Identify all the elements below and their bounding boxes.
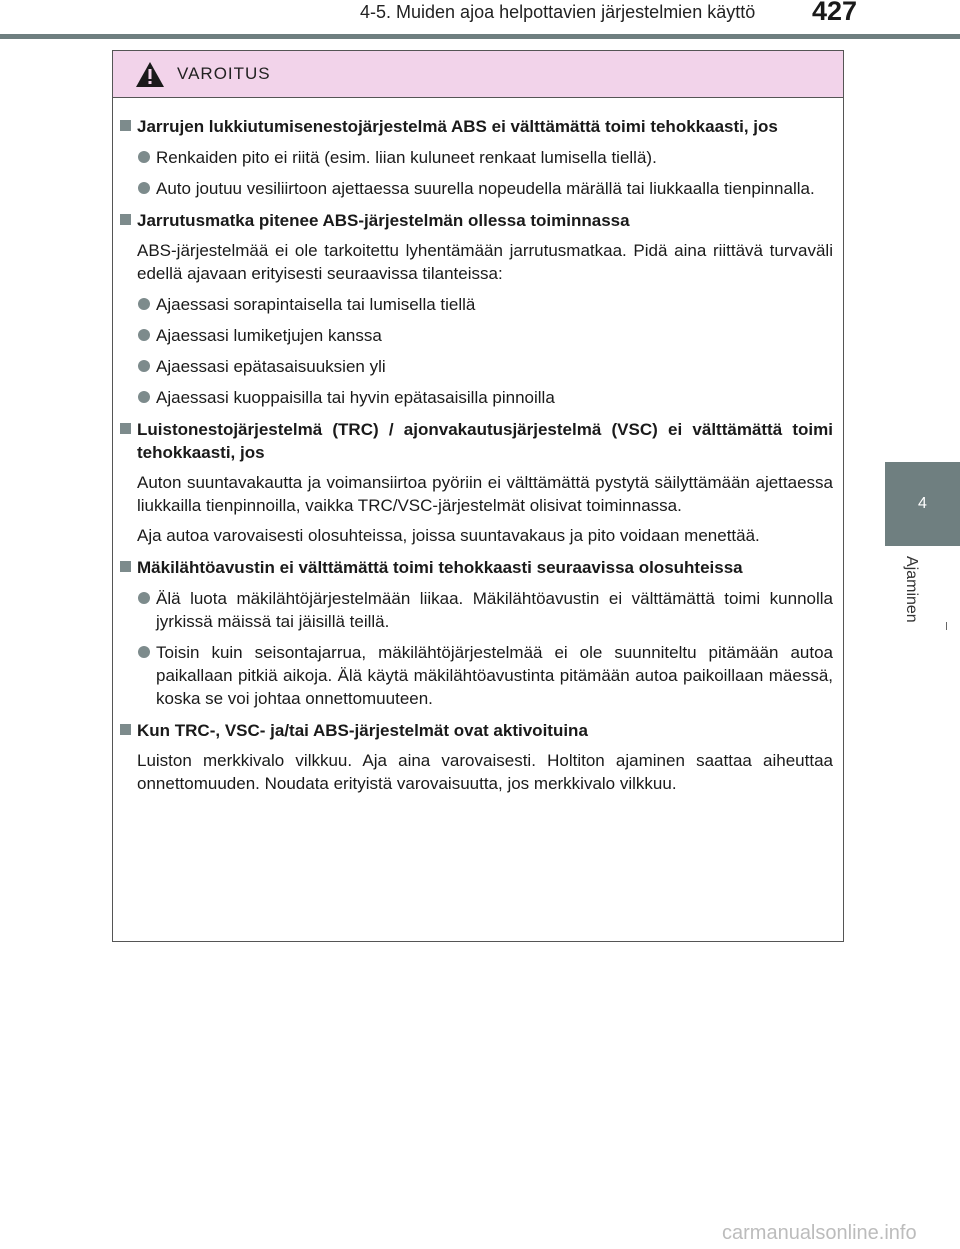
bullet-item: [120, 355, 833, 378]
round-bullet-icon: [138, 391, 150, 403]
round-bullet-icon: [138, 151, 150, 163]
section-heading: [120, 115, 833, 138]
section-heading-text: Jarrutusmatka pitenee ABS-järjestelmän ollessa toiminnassa: [137, 211, 630, 230]
chapter-label: Ajaminen: [903, 556, 920, 623]
section-heading: [120, 719, 833, 742]
warning-section: [120, 209, 833, 409]
chapter-number: 4: [918, 495, 927, 512]
bullet-item: [120, 587, 833, 633]
warning-triangle-icon: [135, 61, 165, 88]
bullet-text: Renkaiden pito ei riitä (esim. liian kuluneet renkaat lumisella tiellä).: [156, 148, 657, 167]
section-heading: [120, 556, 833, 579]
warning-title: VAROITUS: [177, 64, 271, 83]
section-heading: [120, 209, 833, 232]
warning-section: [120, 115, 833, 200]
bullet-item: [120, 293, 833, 316]
bullet-text: Älä luota mäkilähtöjärjestelmään liikaa. Mäkilähtöavustin ei välttämättä toimi kunnolla jyrkissä mäissä tai jäisillä teillä.: [156, 589, 833, 631]
bullet-text: Ajaessasi lumiketjujen kanssa: [156, 326, 382, 345]
warning-section: [120, 556, 833, 710]
square-bullet-icon: [120, 561, 131, 572]
section-paragraph: Luiston merkkivalo vilkkuu. Aja aina varovaisesti. Holtiton ajaminen saattaa aiheuttaa onnettomuuden. Noudata erityistä varovaisuutta, jos merkkivalo vilkkuu.: [137, 751, 833, 793]
round-bullet-icon: [138, 646, 150, 658]
site-watermark: carmanualsonline.info: [722, 1222, 917, 1244]
bullet-item: [120, 177, 833, 200]
square-bullet-icon: [120, 423, 131, 434]
square-bullet-icon: [120, 724, 131, 735]
square-bullet-icon: [120, 214, 131, 225]
bullet-text: Ajaessasi sorapintaisella tai lumisella tiellä: [156, 295, 476, 314]
warning-header: [113, 51, 843, 98]
page-number: 427: [812, 0, 858, 26]
square-bullet-icon: [120, 120, 131, 131]
header-rule: [0, 34, 960, 39]
bullet-item: [120, 641, 833, 710]
bullet-item: [120, 386, 833, 409]
bullet-item: [120, 146, 833, 169]
section-heading-text: Mäkilähtöavustin ei välttämättä toimi tehokkaasti seuraavissa olosuhteissa: [137, 558, 743, 577]
bullet-item: [120, 324, 833, 347]
section-title: 4-5. Muiden ajoa helpottavien järjestelmien käyttö: [360, 2, 756, 22]
section-paragraph: ABS-järjestelmää ei ole tarkoitettu lyhentämään jarrutusmatkaa. Pidä aina riittävä turvaväli edellä ajavaan erityisesti seuraavissa tilanteissa:: [137, 241, 833, 283]
round-bullet-icon: [138, 592, 150, 604]
bullet-text: Ajaessasi kuoppaisilla tai hyvin epätasaisilla pinnoilla: [156, 388, 555, 407]
bullet-text: Auto joutuu vesiliirtoon ajettaessa suurella nopeudella märällä tai liukkaalla tienpinnalla.: [156, 179, 815, 198]
section-heading: [120, 418, 833, 464]
section-paragraph: Aja autoa varovaisesti olosuhteissa, joissa suuntavakaus ja pito voidaan menettää.: [137, 526, 760, 545]
chapter-tab: [885, 462, 960, 546]
bullet-text: Ajaessasi epätasaisuuksien yli: [156, 357, 386, 376]
section-paragraph: Auton suuntavakautta ja voimansiirtoa pyöriin ei välttämättä pystytä säilyttämään ajettaessa liukkailla tienpinnoilla, vaikka TRC/VSC-järjestelmät olisivat toiminnassa.: [137, 473, 833, 515]
round-bullet-icon: [138, 298, 150, 310]
warning-section: [120, 418, 833, 547]
section-heading-text: Jarrujen lukkiutumisenestojärjestelmä ABS ei välttämättä toimi tehokkaasti, jos: [137, 117, 778, 136]
warning-content: [113, 98, 843, 795]
side-tick: [946, 622, 947, 630]
section-heading-text: Luistonestojärjestelmä (TRC) / ajonvakautusjärjestelmä (VSC) ei välttämättä toimi tehokkaasti, jos: [137, 420, 833, 462]
bullet-text: Toisin kuin seisontajarrua, mäkilähtöjärjestelmää ei ole suunniteltu pitämään autoa paikallaan pitkiä aikoja. Älä käytä mäkilähtöavustinta pitämään autoa paikoillaan mäessä, koska se voi johtaa onnettomuuteen.: [156, 643, 833, 708]
round-bullet-icon: [138, 360, 150, 372]
warning-box: [112, 50, 844, 942]
warning-section: [120, 719, 833, 795]
round-bullet-icon: [138, 182, 150, 194]
section-heading-text: Kun TRC-, VSC- ja/tai ABS-järjestelmät ovat aktivoituina: [137, 721, 588, 740]
round-bullet-icon: [138, 329, 150, 341]
